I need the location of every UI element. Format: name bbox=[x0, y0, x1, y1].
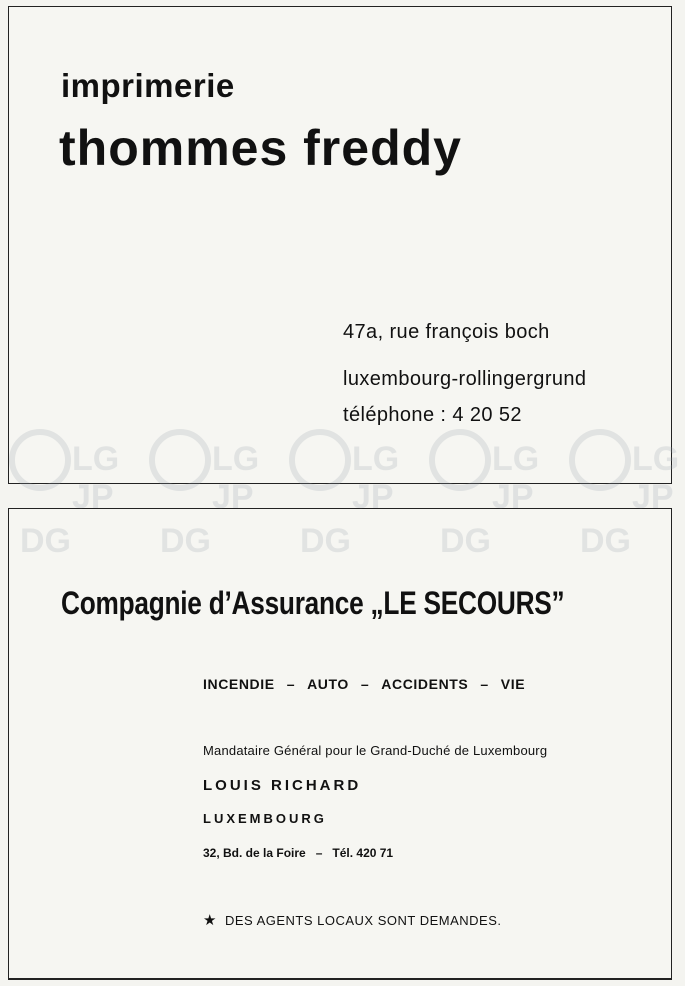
phone-line bbox=[343, 404, 522, 427]
svg-text:JP: JP bbox=[212, 478, 254, 516]
address-street: 47a, rue françois boch bbox=[343, 321, 550, 343]
agent-name: LOUIS RICHARD bbox=[203, 777, 362, 794]
telephone: Tél. 420 71 bbox=[332, 846, 394, 860]
phone-label: téléphone : bbox=[343, 404, 447, 426]
ad-heading-small: imprimerie bbox=[61, 67, 235, 104]
agent-city: LUXEMBOURG bbox=[203, 811, 327, 826]
svg-text:LG: LG bbox=[212, 440, 260, 478]
insurance-lines bbox=[203, 676, 525, 692]
svg-text:LG: LG bbox=[632, 440, 680, 478]
svg-text:DG: DG bbox=[160, 522, 211, 558]
ad-le-secours bbox=[8, 508, 672, 980]
agents-notice-text: DES AGENTS LOCAUX SONT DEMANDES. bbox=[224, 913, 502, 928]
ad-heading-large: thommes freddy bbox=[59, 120, 462, 176]
agent-address bbox=[203, 846, 393, 860]
svg-text:DG: DG bbox=[300, 522, 351, 558]
address-city: luxembourg-rollingergrund bbox=[343, 368, 587, 390]
agents-notice bbox=[203, 911, 502, 929]
svg-text:LG: LG bbox=[352, 440, 400, 478]
svg-text:JP: JP bbox=[352, 478, 394, 516]
separator: – bbox=[360, 676, 370, 692]
watermark-text-jp: JP bbox=[72, 478, 114, 516]
company-name: Compagnie d’Assurance „LE SECOURS” bbox=[61, 585, 565, 621]
separator: – bbox=[286, 676, 296, 692]
phone-number: 4 20 52 bbox=[452, 404, 522, 426]
line-accidents: ACCIDENTS bbox=[381, 676, 469, 692]
ad-imprimerie bbox=[8, 6, 672, 484]
svg-text:JP: JP bbox=[632, 478, 674, 516]
street: 32, Bd. de la Foire bbox=[203, 846, 306, 860]
separator: – bbox=[315, 846, 323, 860]
separator: – bbox=[480, 676, 489, 692]
line-auto: AUTO bbox=[307, 676, 349, 692]
watermark-text-lg: LG bbox=[72, 440, 120, 478]
svg-text:LG: LG bbox=[492, 440, 540, 478]
svg-text:DG: DG bbox=[440, 522, 491, 558]
line-incendie: INCENDIE bbox=[203, 676, 275, 692]
star-icon: ★ bbox=[203, 912, 217, 929]
mandataire-text: Mandataire Général pour le Grand-Duché de Luxembourg bbox=[203, 743, 548, 758]
svg-text:JP: JP bbox=[492, 478, 534, 516]
svg-text:DG: DG bbox=[580, 522, 631, 558]
line-vie: VIE bbox=[500, 676, 526, 692]
watermark-text-dg: DG bbox=[20, 522, 71, 558]
